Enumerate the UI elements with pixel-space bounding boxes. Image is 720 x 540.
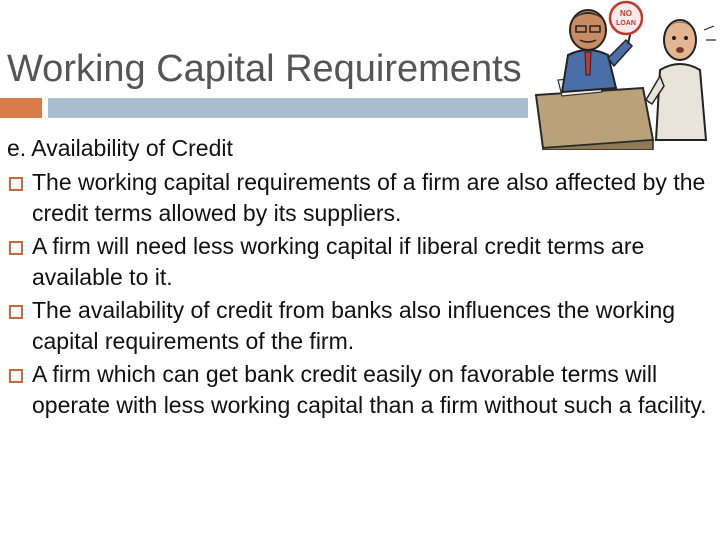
customer-eye-right xyxy=(684,36,688,40)
bullet-item xyxy=(7,231,707,293)
slide-title: Working Capital Requirements xyxy=(7,48,522,90)
title-accent-bar-orange xyxy=(0,98,42,118)
bullet-item xyxy=(7,167,707,229)
sign-text-loan: LOAN xyxy=(616,20,636,27)
bullet-text: The availability of credit from banks also influences the working capital requirements of the firm. xyxy=(32,297,676,354)
square-bullet-icon xyxy=(9,241,23,255)
bullet-item xyxy=(7,295,707,357)
customer-shirt xyxy=(656,64,706,140)
customer-eye-left xyxy=(672,36,676,40)
subheading: e. Availability of Credit xyxy=(7,135,233,161)
square-bullet-icon xyxy=(9,369,23,383)
sign-text-no: NO xyxy=(620,9,632,18)
no-loan-cartoon-image xyxy=(528,0,720,150)
bullet-item xyxy=(7,359,707,421)
bullet-text: A firm will need less working capital if liberal credit terms are available to it. xyxy=(32,233,645,290)
square-bullet-icon xyxy=(9,177,23,191)
no-loan-sign xyxy=(610,2,642,34)
customer-mouth xyxy=(676,47,684,53)
slide-content xyxy=(7,131,707,421)
bullet-text: A firm which can get bank credit easily on favorable terms will operate with less working capital than a firm without such a facility. xyxy=(32,361,707,418)
surprise-line-1 xyxy=(704,26,714,30)
officer-tie xyxy=(585,52,591,75)
cartoon-illustration xyxy=(528,0,720,150)
square-bullet-icon xyxy=(9,305,23,319)
bullet-text: The working capital requirements of a firm are also affected by the credit terms allowed by its suppliers. xyxy=(32,169,706,226)
